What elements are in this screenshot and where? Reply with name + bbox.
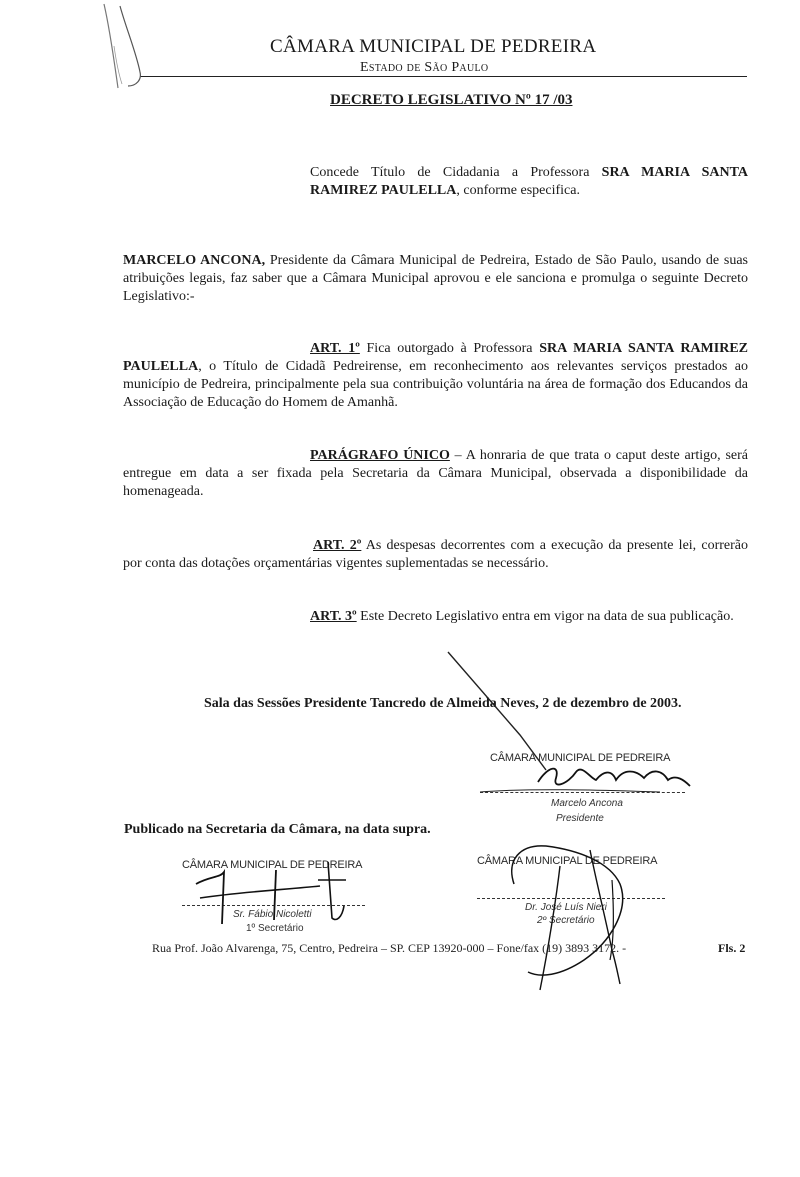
second-secretary-sign-line	[477, 898, 665, 899]
article-2-label: ART. 2º	[313, 538, 362, 553]
article-3	[123, 608, 748, 626]
article-1-label: ART. 1º	[310, 341, 360, 356]
president-sign-line	[480, 792, 685, 793]
footer-address: Rua Prof. João Alvarenga, 75, Centro, Pedreira – SP. CEP 13920-000 – Fone/fax (19) 3893 3172. -	[152, 941, 627, 955]
article-3-label: ART. 3º	[310, 609, 357, 624]
page-number: Fls. 2	[718, 941, 746, 955]
decree-title: DECRETO LEGISLATIVO Nº 17 /03	[330, 92, 573, 108]
paragrafo-label: PARÁGRAFO ÚNICO	[310, 448, 450, 463]
article-1-text: , o Título de Cidadã Pedreirense, em reconhecimento aos relevantes serviços prestados ao município de Pedreira, principalmente pela sua contribuição voluntária na área de formação dos Educandos da Associação de Educação do Homem de Amanhã.	[123, 359, 748, 410]
article-1-honoree: SRA MARIA SANTA RAMIREZ PAULELLA	[123, 341, 748, 374]
president-name: MARCELO ANCONA,	[123, 253, 266, 268]
chamber-title: CÂMARA MUNICIPAL DE PEDREIRA	[270, 36, 597, 57]
first-secretary-name: Sr. Fábio Nicoletti	[233, 909, 312, 920]
first-secretary-sign-line	[182, 905, 365, 906]
article-2	[123, 537, 748, 573]
first-secretary-stamp: CÂMARA MUNICIPAL DE PEDREIRA	[182, 859, 363, 871]
president-stamp: CÂMARA MUNICIPAL DE PEDREIRA	[490, 752, 671, 764]
state-subtitle: Estado de São Paulo	[360, 60, 489, 75]
honoree-name: SRA MARIA SANTA RAMIREZ PAULELLA	[310, 165, 748, 198]
decree-summary	[310, 164, 748, 200]
header-divider	[140, 76, 747, 77]
article-1	[123, 340, 748, 412]
president-sig-role: Presidente	[556, 813, 604, 824]
first-secretary-role: 1º Secretário	[246, 923, 304, 934]
second-secretary-name: Dr. José Luís Nieri	[525, 902, 607, 913]
article-2-text: As despesas decorrentes com a execução da presente lei, correrão por conta das dotações orçamentárias vigentes suplementadas se necessário.	[123, 538, 749, 571]
published-line: Publicado na Secretaria da Câmara, na data supra.	[124, 822, 431, 837]
paragrafo-unico	[123, 447, 748, 501]
summary-tail: , conforme especifica.	[456, 183, 580, 198]
second-secretary-stamp: CÂMARA MUNICIPAL DE PEDREIRA	[477, 855, 658, 867]
president-sig-name: Marcelo Ancona	[551, 798, 623, 809]
summary-lead: Concede Título de Cidadania a Professora	[310, 165, 602, 180]
preamble	[123, 252, 748, 306]
paragrafo-text: – A honraria de que trata o caput deste artigo, será entregue em data a ser fixada pela Secretaria da Câmara Municipal, observada a disponibilidade da homenageada.	[123, 448, 748, 499]
article-3-text: Este Decreto Legislativo entra em vigor na data de sua publicação.	[356, 609, 734, 624]
article-1-lead: Fica outorgado à Professora	[359, 341, 540, 356]
preamble-text: Presidente da Câmara Municipal de Pedreira, Estado de São Paulo, usando de suas atribuições legais, faz saber que a Câmara Municipal aprovou e ele sanciona e promulga o seguinte Decreto Legislativo:-	[123, 253, 749, 304]
second-secretary-role: 2º Secretário	[537, 915, 595, 926]
session-line: Sala das Sessões Presidente Tancredo de Almeida Neves, 2 de dezembro de 2003.	[204, 696, 682, 711]
